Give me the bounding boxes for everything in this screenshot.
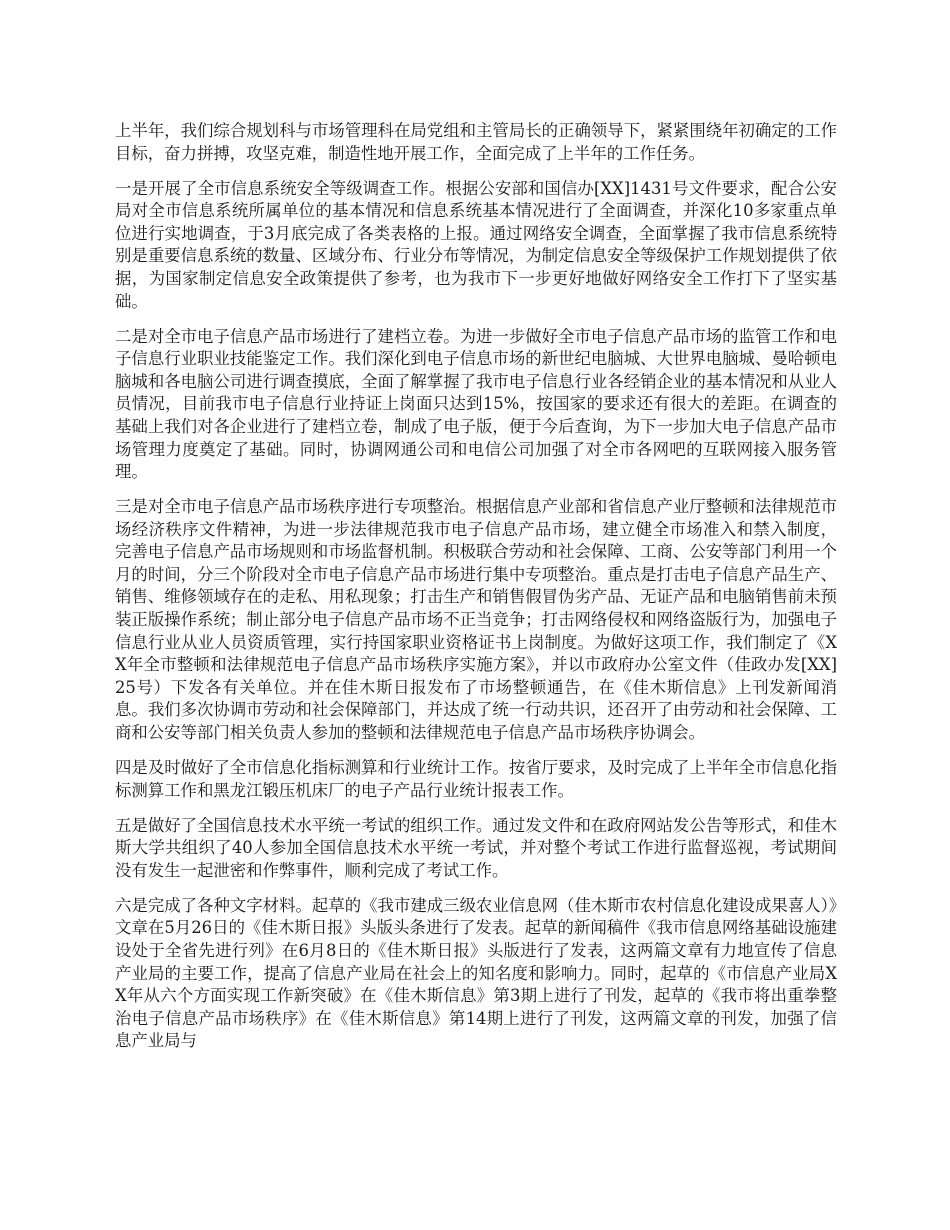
paragraph-item-1: 一是开展了全市信息系统安全等级调查工作。根据公安部和国信办[XX]1431号文件要求，配合公安局对全市信息系统所属单位的基本情况和信息系统基本情况进行了全面调查，并深化10多家重点单位进行实地调查，于3月底完成了各类表格的上报。通过网络安全调查，全面掌握了我市信息系统特别是重要信息系统的数量、区域分布、行业分布等情况，为制定信息安全等级保护工作规划提供了依据，为国家制定信息安全政策提供了参考，也为我市下一步更好地做好网络安全工作打下了坚实基础。 — [115, 178, 837, 311]
paragraph-item-4: 四是及时做好了全市信息化指标测算和行业统计工作。按省厅要求，及时完成了上半年全市信息化指标测算工作和黑龙江锻压机床厂的电子产品行业统计报表工作。 — [115, 758, 837, 800]
document-body — [115, 120, 837, 1065]
paragraph-item-2: 二是对全市电子信息产品市场进行了建档立卷。为进一步做好全市电子信息产品市场的监管工作和电子信息行业职业技能鉴定工作。我们深化到电子信息市场的新世纪电脑城、大世界电脑城、曼哈顿电脑城和各电脑公司进行调查摸底，全面了解掌握了我市电子信息行业各经销企业的基本情况和从业人员情况，目前我市电子信息行业持证上岗面只达到15%，按国家的要求还有很大的差距。在调查的基础上我们对各企业进行了建档立卷，制成了电子版，便于今后查询，为下一步加大电子信息产品市场管理力度奠定了基础。同时，协调网通公司和电信公司加强了对全市各网吧的互联网接入服务管理。 — [115, 326, 837, 482]
paragraph-item-5: 五是做好了全国信息技术水平统一考试的组织工作。通过发文件和在政府网站发公告等形式，和佳木斯大学共组织了40人参加全国信息技术水平统一考试，并对整个考试工作进行监督巡视，考试期间没有发生一起泄密和作弊事件，顺利完成了考试工作。 — [115, 815, 837, 880]
paragraph-item-6: 六是完成了各种文字材料。起草的《我市建成三级农业信息网（佳木斯市农村信息化建设成果喜人）》文章在5月26日的《佳木斯日报》头版头条进行了发表。起草的新闻稿件《我市信息网络基础设施建设处于全省先进行列》在6月8日的《佳木斯日报》头版进行了发表，这两篇文章有力地宣传了信息产业局的主要工作，提高了信息产业局在社会上的知名度和影响力。同时，起草的《市信息产业局XX年从六个方面实现工作新突破》在《佳木斯信息》第3期上进行了刊发，起草的《我市将出重拳整治电子信息产品市场秩序》在《佳木斯信息》第14期上进行了刊发，这两篇文章的刊发，加强了信息产业局与 — [115, 895, 837, 1051]
paragraph-intro: 上半年，我们综合规划科与市场管理科在局党组和主管局长的正确领导下，紧紧围绕年初确定的工作目标，奋力拼搏，攻坚克难，制造性地开展工作，全面完成了上半年的工作任务。 — [115, 121, 837, 163]
paragraph-item-3: 三是对全市电子信息产品市场秩序进行专项整治。根据信息产业部和省信息产业厅整顿和法律规范市场经济秩序文件精神，为进一步法律规范我市电子信息产品市场，建立健全市场准入和禁入制度， 完善电子信息产品市场规则和市场监督机制。积极联合劳动和社会保障、工商、公安等部门利用一个月的时间，分三个阶段对全市电子信息产品市场进行集中专项整治。重点是打击电子信息产品生产、销售、维修领域存在的走私、用私现象；打击生产和销售假冒伪劣产品、无证产品和电脑销售前未预装正版操作系统；制止部分电子信息产品市场不正当竞争；打击网络侵权和网络盗版行为，加强电子信息行业从业人员资质管理，实行持国家职业资格证书上岗制度。为做好这项工作，我们制定了《XX年全市整顿和法律规范电子信息产品市场秩序实施方案》，并以市政府办公室文件（佳政办发[XX]25号）下发各有关单位。并在佳木斯日报发布了市场整顿通告，在《佳木斯信息》上刊发新闻消息。我们多次协调市劳动和社会保障部门，并达成了统一行动共识，还召开了由劳动和社会保障、工商和公安等部门相关负责人参加的整顿和法律规范电子信息产品市场秩序协调会。 — [115, 497, 837, 743]
